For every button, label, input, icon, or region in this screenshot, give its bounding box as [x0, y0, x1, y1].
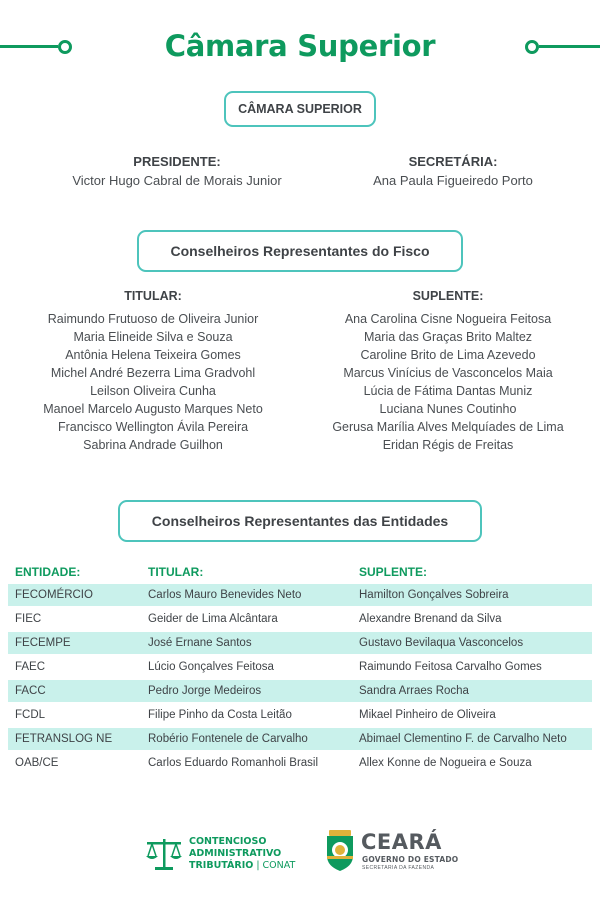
section-label-fisco: Conselheiros Representantes do Fisco — [137, 230, 463, 272]
fisco-suplente-header: SUPLENTE: — [412, 289, 484, 303]
page-title: Câmara Superior — [164, 29, 436, 63]
ceara-logo — [323, 828, 463, 876]
list-item: Caroline Brito de Lima Azevedo — [360, 348, 536, 362]
cell-entidade: FACC — [15, 685, 46, 697]
cell-suplente: Alexandre Brenand da Silva — [359, 613, 502, 625]
scales-icon — [145, 836, 183, 872]
entidades-table — [8, 562, 592, 774]
header-titular: TITULAR: — [148, 565, 204, 579]
list-item: Manoel Marcelo Augusto Marques Neto — [43, 402, 263, 416]
cell-suplente: Sandra Arraes Rocha — [359, 685, 469, 697]
table-row — [8, 632, 592, 654]
conat-line-3: TRIBUTÁRIO — [189, 860, 254, 871]
fisco-titular-header: TITULAR: — [124, 289, 182, 303]
cell-titular: Robério Fontenele de Carvalho — [148, 733, 308, 745]
table-header — [8, 562, 592, 582]
conat-line-3-suffix: | CONAT — [253, 860, 296, 871]
presidente-role: PRESIDENTE: — [133, 154, 221, 169]
cell-titular: Pedro Jorge Medeiros — [148, 685, 262, 697]
page-header — [0, 26, 600, 66]
list-item: Antônia Helena Teixeira Gomes — [65, 348, 241, 362]
list-item: Leilson Oliveira Cunha — [90, 384, 216, 398]
table-row — [8, 584, 592, 606]
list-item: Lúcia de Fátima Dantas Muniz — [363, 384, 533, 398]
table-row — [8, 752, 592, 774]
decorative-line-right — [525, 40, 600, 54]
header-suplente: SUPLENTE: — [359, 565, 428, 579]
cell-entidade: OAB/CE — [15, 757, 59, 769]
list-item: Ana Carolina Cisne Nogueira Feitosa — [344, 312, 552, 326]
cell-suplente: Hamilton Gonçalves Sobreira — [359, 589, 509, 601]
table-row — [8, 728, 592, 750]
conat-wordmark — [189, 836, 295, 872]
secretaria-block — [323, 153, 583, 190]
conat-logo — [145, 834, 305, 874]
cell-entidade: FECOMÉRCIO — [15, 589, 93, 601]
header-entidade: ENTIDADE: — [15, 565, 81, 579]
list-item: Gerusa Marília Alves Melquíades de Lima — [332, 420, 564, 434]
cell-suplente: Mikael Pinheiro de Oliveira — [359, 709, 496, 721]
cell-titular: Carlos Mauro Benevides Neto — [148, 589, 302, 601]
list-item: Maria das Graças Brito Maltez — [363, 330, 533, 344]
presidente-block — [47, 153, 307, 190]
secretaria-role: SECRETÁRIA: — [408, 154, 498, 169]
cell-suplente: Raimundo Feitosa Carvalho Gomes — [359, 661, 542, 673]
list-item: Marcus Vinícius de Vasconcelos Maia — [343, 366, 553, 380]
list-item: Maria Elineide Silva e Souza — [73, 330, 233, 344]
state-crest-icon — [323, 828, 357, 872]
cell-entidade: FAEC — [15, 661, 46, 673]
ceara-gov: GOVERNO DO ESTADO — [362, 855, 459, 864]
list-item: Eridan Régis de Freitas — [382, 438, 514, 452]
secretaria-name: Ana Paula Figueiredo Porto — [373, 173, 533, 188]
cell-entidade: FECEMPE — [15, 637, 71, 649]
cell-titular: Geider de Lima Alcântara — [148, 613, 278, 625]
table-row — [8, 704, 592, 726]
fisco-titulares-list — [13, 288, 293, 454]
cell-suplente: Abimael Clementino F. de Carvalho Neto — [359, 733, 567, 745]
fisco-suplentes-list — [308, 288, 588, 454]
presidente-name: Victor Hugo Cabral de Morais Junior — [72, 173, 282, 188]
cell-titular: Carlos Eduardo Romanholi Brasil — [148, 757, 319, 769]
cell-suplente: Allex Konne de Nogueira e Souza — [359, 757, 532, 769]
cell-entidade: FETRANSLOG NE — [15, 733, 113, 745]
table-row — [8, 656, 592, 678]
ceara-secretaria: SECRETARIA DA FAZENDA — [362, 865, 435, 871]
section-label-entidades: Conselheiros Representantes das Entidades — [118, 500, 482, 542]
ceara-name: CEARÁ — [361, 830, 442, 854]
list-item: Francisco Wellington Ávila Pereira — [57, 420, 249, 434]
cell-entidade: FCDL — [15, 709, 46, 721]
table-row — [8, 608, 592, 630]
list-item: Raimundo Frutuoso de Oliveira Junior — [47, 312, 259, 326]
cell-entidade: FIEC — [15, 613, 42, 625]
cell-titular: Lúcio Gonçalves Feitosa — [148, 661, 274, 673]
list-item: Sabrina Andrade Guilhon — [83, 438, 223, 452]
cell-titular: Filipe Pinho da Costa Leitão — [148, 709, 292, 721]
cell-titular: José Ernane Santos — [148, 637, 252, 649]
section-label-camara: CÂMARA SUPERIOR — [224, 91, 376, 127]
conat-line-2: ADMINISTRATIVO — [189, 848, 282, 859]
cell-suplente: Gustavo Bevilaqua Vasconcelos — [359, 637, 524, 649]
list-item: Luciana Nunes Coutinho — [379, 402, 517, 416]
table-row — [8, 680, 592, 702]
list-item: Michel André Bezerra Lima Gradvohl — [50, 366, 256, 380]
conat-line-1: CONTENCIOSO — [189, 836, 267, 847]
